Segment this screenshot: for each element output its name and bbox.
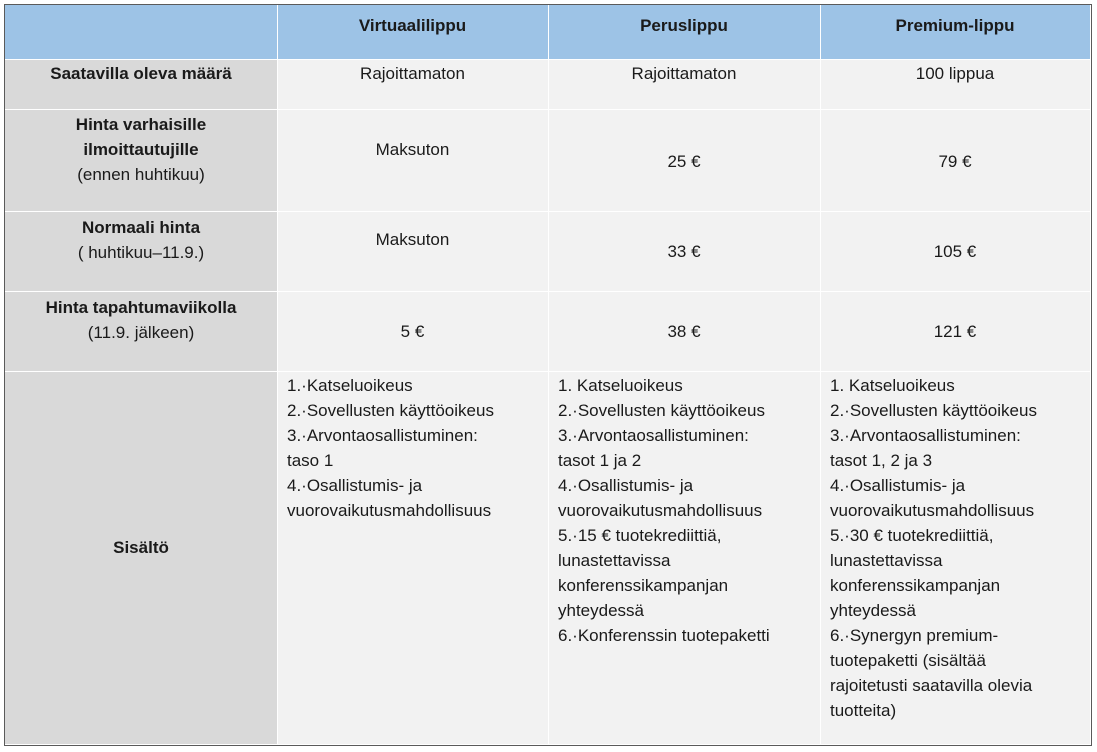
content-premium-line: lunastettavissa bbox=[830, 551, 943, 570]
column-divider bbox=[277, 5, 278, 745]
content-premium-line: 6.·Synergyn premium- bbox=[830, 626, 999, 645]
content-basic-line: lunastettavissa bbox=[558, 551, 671, 570]
content-basic-line: tasot 1 ja 2 bbox=[558, 451, 642, 470]
event-week-label-line2: (11.9. jälkeen) bbox=[87, 323, 195, 342]
availability-premium-value: 100 lippua bbox=[915, 64, 995, 83]
content-list-virtual bbox=[277, 371, 548, 744]
event-week-price-virtual bbox=[277, 291, 548, 371]
content-basic-line: 3.·Arvontaosallistuminen: bbox=[558, 426, 749, 445]
header-basic-ticket bbox=[548, 5, 820, 59]
content-basic-line: 4.·Osallistumis- ja bbox=[558, 476, 694, 495]
row-label-early-price bbox=[5, 109, 277, 211]
availability-virtual bbox=[277, 59, 548, 109]
normal-price-virtual bbox=[277, 211, 548, 291]
row-label-availability bbox=[5, 59, 277, 109]
normal-price-premium-value: 105 € bbox=[933, 242, 977, 261]
early-label-line3: (ennen huhtikuu) bbox=[77, 165, 205, 184]
normal-price-basic bbox=[548, 211, 820, 291]
ticket-comparison-table bbox=[4, 4, 1092, 746]
content-premium-line: yhteydessä bbox=[830, 601, 916, 620]
normal-price-basic-value: 33 € bbox=[667, 242, 701, 261]
header-virtual-ticket-label: Virtuaalilippu bbox=[358, 16, 467, 35]
content-basic-line: 6.·Konferenssin tuotepaketti bbox=[558, 626, 770, 645]
header-virtual-ticket bbox=[277, 5, 548, 59]
content-virtual-line: 1.·Katseluoikeus bbox=[287, 376, 413, 395]
row-label-content bbox=[5, 371, 277, 744]
content-basic-line: 1. Katseluoikeus bbox=[558, 376, 683, 395]
early-price-virtual bbox=[277, 109, 548, 211]
content-basic-line: 2.·Sovellusten käyttöoikeus bbox=[558, 401, 765, 420]
header-corner-cell bbox=[5, 5, 277, 59]
normal-label-line1: Normaali hinta bbox=[81, 218, 201, 237]
early-label-line2: ilmoittautujille bbox=[83, 140, 199, 159]
content-virtual-line: taso 1 bbox=[287, 451, 334, 470]
header-premium-ticket-label: Premium-lippu bbox=[895, 16, 1015, 35]
event-week-price-premium bbox=[820, 291, 1090, 371]
content-label: Sisältö bbox=[113, 538, 169, 557]
content-virtual-line: 2.·Sovellusten käyttöoikeus bbox=[287, 401, 494, 420]
content-premium-line: vuorovaikutusmahdollisuus bbox=[830, 501, 1035, 520]
content-premium-line: 1. Katseluoikeus bbox=[830, 376, 955, 395]
content-list-premium bbox=[820, 371, 1090, 744]
early-price-basic bbox=[548, 109, 820, 211]
early-price-basic-value: 25 € bbox=[667, 152, 701, 171]
content-premium-line: tuotteita) bbox=[830, 701, 897, 720]
normal-price-virtual-value: Maksuton bbox=[375, 230, 450, 249]
event-week-label-line1: Hinta tapahtumaviikolla bbox=[45, 298, 237, 317]
availability-premium bbox=[820, 59, 1090, 109]
content-premium-line: tuotepaketti (sisältää bbox=[830, 651, 986, 670]
content-basic-line: yhteydessä bbox=[558, 601, 644, 620]
content-list-basic bbox=[548, 371, 820, 744]
content-premium-line: 3.·Arvontaosallistuminen: bbox=[830, 426, 1021, 445]
content-premium-line: 5.·30 € tuotekrediittiä, bbox=[830, 526, 994, 545]
column-divider bbox=[820, 5, 821, 745]
header-basic-ticket-label: Peruslippu bbox=[640, 16, 728, 35]
content-virtual-line: 3.·Arvontaosallistuminen: bbox=[287, 426, 478, 445]
availability-basic-value: Rajoittamaton bbox=[631, 64, 737, 83]
content-premium-line: 2.·Sovellusten käyttöoikeus bbox=[830, 401, 1037, 420]
early-label-line1: Hinta varhaisille bbox=[75, 115, 207, 134]
content-virtual-line: vuorovaikutusmahdollisuus bbox=[287, 501, 492, 520]
content-premium-line: tasot 1, 2 ja 3 bbox=[830, 451, 933, 470]
content-basic-line: 5.·15 € tuotekrediittiä, bbox=[558, 526, 722, 545]
column-divider bbox=[548, 5, 549, 745]
content-premium-line: konferenssikampanjan bbox=[830, 576, 1001, 595]
normal-price-premium bbox=[820, 211, 1090, 291]
availability-basic bbox=[548, 59, 820, 109]
early-price-premium bbox=[820, 109, 1090, 211]
event-week-price-premium-value: 121 € bbox=[933, 322, 977, 341]
availability-label: Saatavilla oleva määrä bbox=[50, 64, 232, 83]
early-price-premium-value: 79 € bbox=[938, 152, 972, 171]
event-week-price-virtual-value: 5 € bbox=[400, 322, 425, 341]
content-basic-line: vuorovaikutusmahdollisuus bbox=[558, 501, 763, 520]
content-premium-line: rajoitetusti saatavilla olevia bbox=[830, 676, 1033, 695]
event-week-price-basic bbox=[548, 291, 820, 371]
content-premium-line: 4.·Osallistumis- ja bbox=[830, 476, 966, 495]
header-premium-ticket bbox=[820, 5, 1090, 59]
availability-virtual-value: Rajoittamaton bbox=[360, 64, 465, 83]
content-virtual-line: 4.·Osallistumis- ja bbox=[287, 476, 423, 495]
normal-label-line2: ( huhtikuu–11.9.) bbox=[77, 243, 205, 262]
row-label-event-week-price bbox=[5, 291, 277, 371]
content-basic-line: konferenssikampanjan bbox=[558, 576, 729, 595]
row-label-normal-price bbox=[5, 211, 277, 291]
event-week-price-basic-value: 38 € bbox=[667, 322, 701, 341]
early-price-virtual-value: Maksuton bbox=[375, 140, 450, 159]
